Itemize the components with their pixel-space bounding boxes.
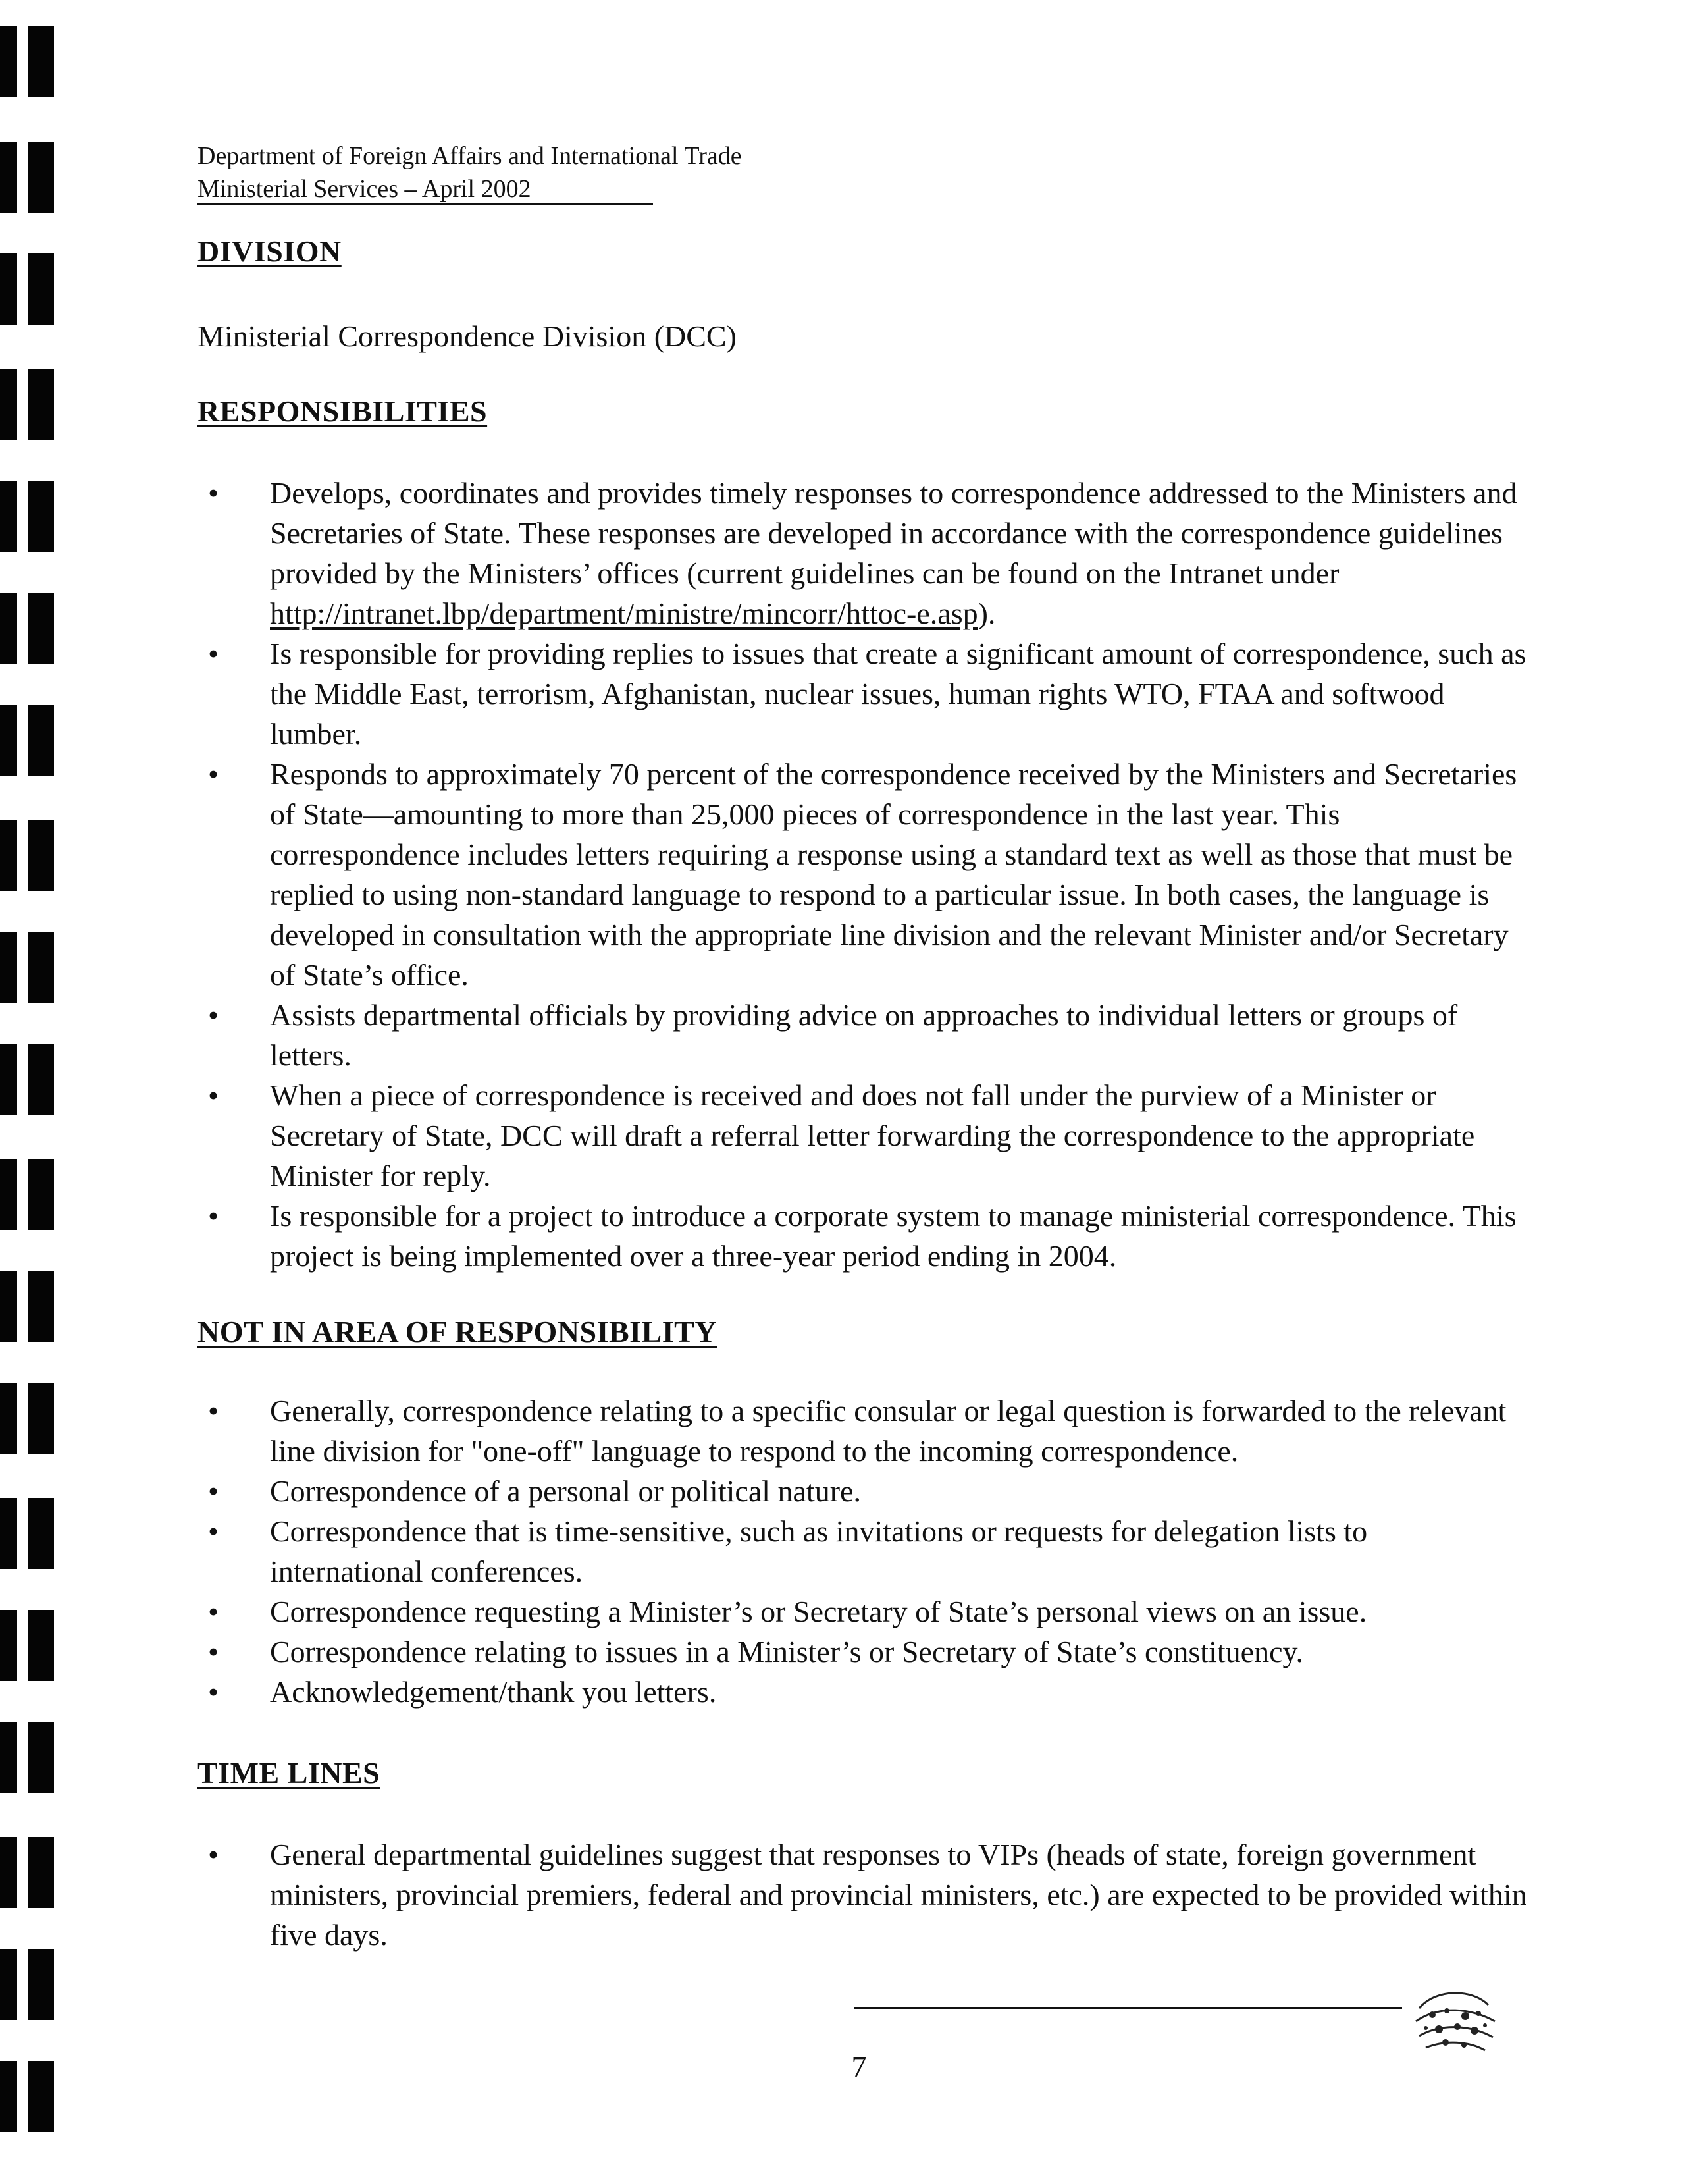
- document-header: [197, 140, 742, 205]
- bullet-icon: •: [207, 998, 219, 1032]
- binding-hole-mark: [0, 1271, 54, 1342]
- binding-hole-mark: [0, 1159, 54, 1230]
- bullet-icon: •: [207, 1838, 219, 1871]
- bullet-icon: •: [207, 1635, 219, 1668]
- list-item: [197, 1511, 1527, 1591]
- list-item: [197, 754, 1527, 995]
- binding-hole-mark: [0, 705, 54, 776]
- bullet-icon: •: [207, 1474, 219, 1508]
- list-item: [197, 1591, 1527, 1632]
- list-item: [197, 1672, 1527, 1712]
- list-item-text: Correspondence of a personal or political nature.: [270, 1474, 861, 1508]
- binding-hole-mark: [0, 1949, 54, 2020]
- division-name: Ministerial Correspondence Division (DCC): [197, 319, 737, 353]
- binding-hole-mark: [0, 1837, 54, 1908]
- not-responsible-heading: NOT IN AREA OF RESPONSIBILITY: [197, 1315, 717, 1348]
- binding-hole-mark: [0, 932, 54, 1003]
- list-item: [197, 995, 1527, 1075]
- intranet-link[interactable]: http://intranet.lbp/department/ministre/mincorr/httoc-e.asp: [270, 597, 978, 630]
- binding-hole-mark: [0, 1498, 54, 1569]
- binding-hole-mark: [0, 369, 54, 440]
- bullet-icon: •: [207, 1675, 219, 1709]
- binding-hole-mark: [0, 1722, 54, 1793]
- list-item-text: When a piece of correspondence is received and does not fall under the purview of a Minister or Secretary of State, DCC will draft a referral letter forwarding the correspondence to the appropriate Minister for reply.: [270, 1079, 1475, 1192]
- list-item: [197, 1834, 1527, 1955]
- bullet-icon: •: [207, 476, 219, 510]
- responsibilities-heading: RESPONSIBILITIES: [197, 394, 488, 428]
- bullet-icon: •: [207, 1595, 219, 1628]
- binding-hole-mark: [0, 253, 54, 325]
- binding-hole-mark: [0, 1383, 54, 1454]
- list-item-text: Acknowledgement/thank you letters.: [270, 1675, 717, 1709]
- bullet-icon: •: [207, 1394, 219, 1427]
- binding-hole-mark: [0, 26, 54, 97]
- footer-rule: [854, 2007, 1402, 2009]
- header-service-date: Ministerial Services – April 2002: [197, 174, 653, 205]
- binding-hole-mark: [0, 1044, 54, 1115]
- list-item: [197, 1632, 1527, 1672]
- list-item: [197, 633, 1527, 754]
- page-number: 7: [851, 2050, 867, 2083]
- list-item-text: Correspondence requesting a Minister’s or Secretary of State’s personal views on an issue.: [270, 1595, 1367, 1628]
- list-item-text: Is responsible for a project to introduce a corporate system to manage ministerial correspondence. This project is being implemented over a three-year period ending in 2004.: [270, 1199, 1517, 1273]
- not-responsible-list: [197, 1391, 1527, 1712]
- list-item-text: Assists departmental officials by providing advice on approaches to individual letters or groups of letters.: [270, 998, 1458, 1072]
- binding-hole-mark: [0, 1610, 54, 1681]
- seal-stamp-icon: [1406, 1982, 1505, 2067]
- list-item: [197, 1391, 1527, 1471]
- list-item-text: Generally, correspondence relating to a specific consular or legal question is forwarded to the relevant line division for "one-off" language to respond to the incoming correspondence.: [270, 1394, 1507, 1468]
- header-department: Department of Foreign Affairs and International Trade: [197, 142, 742, 170]
- responsibilities-list: [197, 473, 1527, 1276]
- list-item: [197, 473, 1527, 633]
- binding-hole-mark: [0, 820, 54, 891]
- bullet-icon: •: [207, 1079, 219, 1112]
- list-item-text: Correspondence relating to issues in a Minister’s or Secretary of State’s constituency.: [270, 1635, 1303, 1668]
- binding-hole-mark: [0, 2061, 54, 2132]
- list-item: [197, 1075, 1527, 1196]
- bullet-icon: •: [207, 637, 219, 670]
- bullet-icon: •: [207, 757, 219, 791]
- bullet-icon: •: [207, 1199, 219, 1233]
- list-item: [197, 1196, 1527, 1276]
- list-item-text: General departmental guidelines suggest that responses to VIPs (heads of state, foreign government ministers, provincial premiers, federal and provincial ministers, etc.) are expected to be provided within five days.: [270, 1838, 1527, 1952]
- list-item-text-end: ).: [978, 597, 996, 630]
- list-item-text: Responds to approximately 70 percent of the correspondence received by the Ministers and Secretaries of State—amounting to more than 25,000 pieces of correspondence in the last year. This correspondence includes letters requiring a response using a standard text as well as those that must be replied to using non-standard language to respond to a particular issue. In both cases, the language is developed in consultation with the appropriate line division and the relevant Minister and/or Secretary of State’s office.: [270, 757, 1517, 992]
- binding-hole-mark: [0, 481, 54, 552]
- bullet-icon: •: [207, 1514, 219, 1548]
- binding-holes: [0, 40, 59, 2184]
- list-item-text: Correspondence that is time-sensitive, such as invitations or requests for delegation lists to international conferences.: [270, 1514, 1368, 1588]
- binding-hole-mark: [0, 142, 54, 213]
- list-item-text: Is responsible for providing replies to issues that create a significant amount of correspondence, such as the Middle East, terrorism, Afghanistan, nuclear issues, human rights WTO, FTAA and softwood lumber.: [270, 637, 1526, 751]
- time-lines-heading: TIME LINES: [197, 1756, 380, 1790]
- list-item: [197, 1471, 1527, 1511]
- list-item-text: Develops, coordinates and provides timely responses to correspondence addressed to the Ministers and Secretaries of State. These responses are developed in accordance with the correspondence guidelines provided by the Ministers’ offices (current guidelines can be found on the Intranet under: [270, 476, 1517, 590]
- division-heading: DIVISION: [197, 234, 342, 268]
- binding-hole-mark: [0, 593, 54, 664]
- time-lines-list: [197, 1834, 1527, 1955]
